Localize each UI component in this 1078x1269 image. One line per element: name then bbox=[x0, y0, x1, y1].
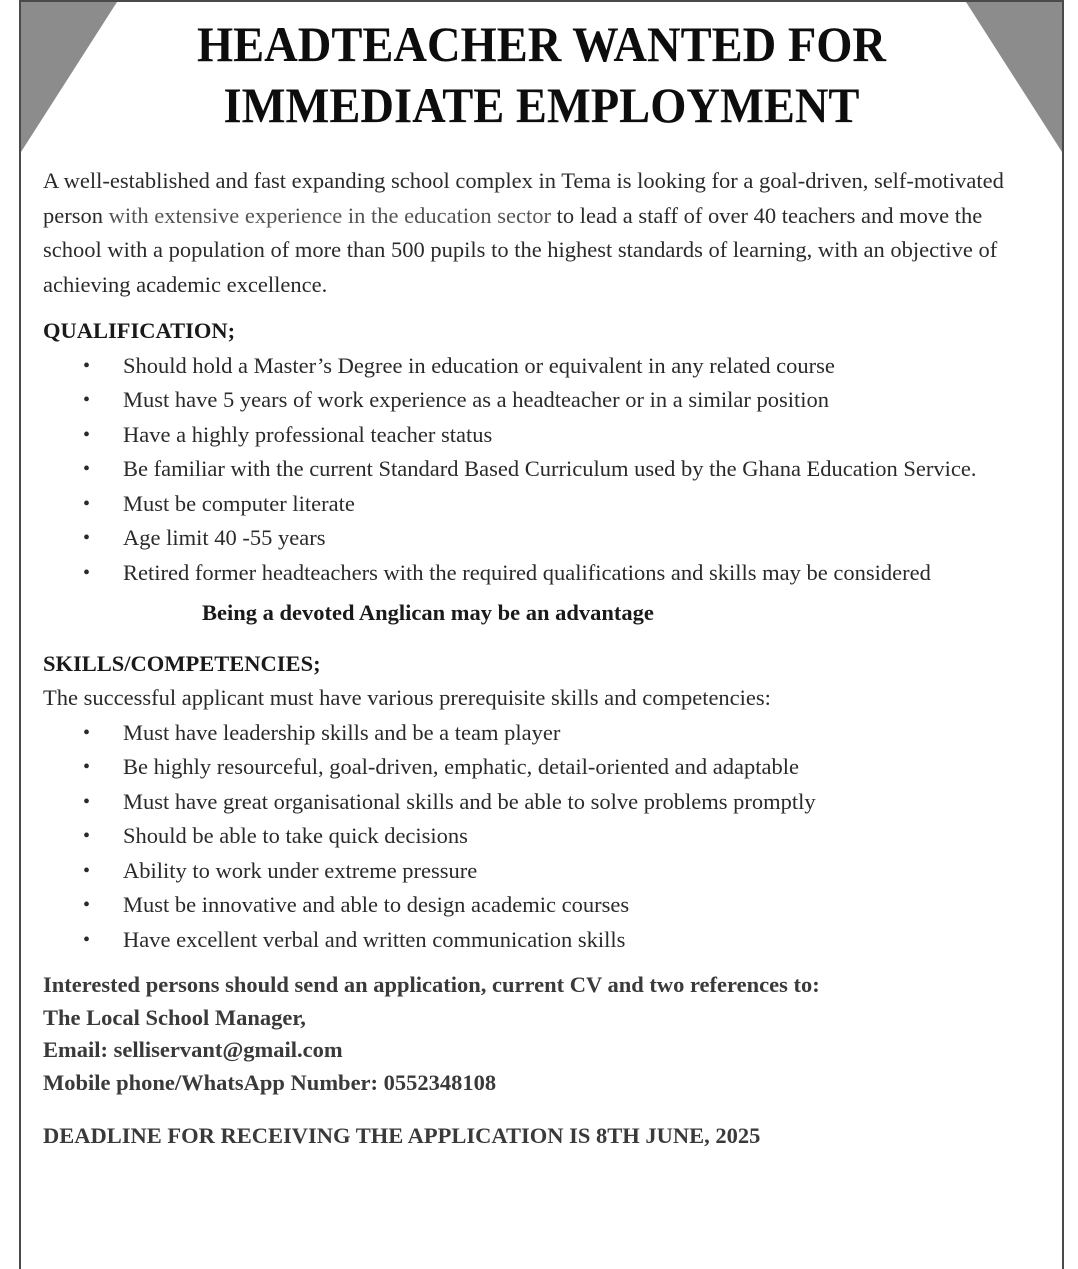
advert-frame bbox=[19, 0, 1064, 1269]
qualification-item-text: Have a highly professional teacher status bbox=[123, 421, 493, 447]
title-line-1: HEADTEACHER WANTED FOR bbox=[196, 16, 886, 72]
bullet-icon: • bbox=[83, 423, 91, 446]
skills-item-text: Be highly resourceful, goal-driven, emphatic, detail-oriented and adaptable bbox=[123, 754, 799, 779]
skills-item bbox=[43, 923, 1043, 958]
skills-item-text: Should be able to take quick decisions bbox=[123, 823, 468, 848]
skills-intro: The successful applicant must have various prerequisite skills and competencies: bbox=[43, 685, 771, 710]
skills-item-text: Must be innovative and able to design academic courses bbox=[123, 892, 630, 917]
skills-item bbox=[43, 854, 1043, 889]
skills-item bbox=[43, 785, 1043, 820]
bullet-icon: • bbox=[83, 790, 91, 813]
intro-part-1: A well-established and fast expanding school complex in Tema is looking for a goal-driven, self-motivated person bbox=[43, 168, 1004, 228]
skills-item bbox=[43, 888, 1043, 923]
skills-item-text: Must have great organisational skills and be able to solve problems promptly bbox=[123, 788, 816, 814]
bullet-icon: • bbox=[83, 492, 91, 515]
bullet-icon: • bbox=[83, 825, 91, 847]
intro-part-2: with extensive experience in the education sector bbox=[108, 202, 551, 228]
qualification-item bbox=[43, 487, 1043, 522]
skills-item-text: Must have leadership skills and be a team player bbox=[123, 719, 561, 745]
qualification-heading: QUALIFICATION; bbox=[43, 318, 236, 343]
skills-item bbox=[43, 716, 1043, 751]
intro-part-3: to lead a staff of over 40 teachers and move the school with a population of more than 500 pupils to the highest standards of learning, with an objective of achieving academic excellence. bbox=[43, 202, 998, 297]
bullet-icon: • bbox=[83, 561, 91, 584]
bullet-icon: • bbox=[83, 894, 91, 916]
qualification-item-text: Be familiar with the current Standard Based Curriculum used by the Ghana Education Service. bbox=[123, 456, 977, 481]
skills-item bbox=[43, 750, 1043, 785]
anglican-advantage-note: Being a devoted Anglican may be an advantage bbox=[202, 600, 654, 625]
qualification-item bbox=[43, 418, 1043, 453]
email-line bbox=[43, 1034, 1043, 1067]
advert-title bbox=[57, 14, 1025, 136]
advert-body bbox=[43, 164, 1043, 1154]
skills-item-text: Ability to work under extreme pressure bbox=[123, 857, 478, 883]
qualification-item bbox=[43, 556, 1043, 591]
qualification-item-text: Must have 5 years of work experience as a headteacher or in a similar position bbox=[123, 387, 829, 412]
skills-item-text: Have excellent verbal and written communication skills bbox=[123, 926, 626, 952]
phone-line bbox=[43, 1067, 1043, 1100]
bullet-icon: • bbox=[83, 458, 91, 480]
contact-block bbox=[43, 969, 1043, 1099]
skills-list bbox=[43, 716, 1043, 958]
qualification-list bbox=[43, 349, 1043, 591]
qualification-item-text: Retired former headteachers with the required qualifications and skills may be considered bbox=[123, 559, 931, 585]
bullet-icon: • bbox=[83, 527, 91, 549]
application-deadline: DEADLINE FOR RECEIVING THE APPLICATION IS 8TH JUNE, 2025 bbox=[43, 1123, 761, 1148]
qualification-item bbox=[43, 349, 1043, 384]
phone-number[interactable]: 0552348108 bbox=[383, 1069, 497, 1095]
skills-item bbox=[43, 819, 1043, 854]
email-label: Email: bbox=[43, 1037, 114, 1062]
qualification-item bbox=[43, 383, 1043, 418]
bullet-icon: • bbox=[83, 389, 91, 411]
bullet-icon: • bbox=[83, 354, 91, 377]
qualification-item-text: Age limit 40 -55 years bbox=[123, 525, 326, 550]
bullet-icon: • bbox=[83, 756, 91, 778]
phone-label: Mobile phone/WhatsApp Number: bbox=[43, 1069, 384, 1095]
application-instruction: Interested persons should send an application, current CV and two references to: bbox=[43, 972, 820, 997]
bullet-icon: • bbox=[83, 721, 91, 744]
intro-paragraph bbox=[43, 164, 1043, 302]
qualification-item-text: Must be computer literate bbox=[123, 490, 355, 516]
bullet-icon: • bbox=[83, 859, 91, 882]
bullet-icon: • bbox=[83, 928, 91, 951]
recipient: The Local School Manager, bbox=[43, 1004, 306, 1030]
skills-heading: SKILLS/COMPETENCIES; bbox=[43, 650, 321, 676]
email-address[interactable]: selliservant@gmail.com bbox=[113, 1037, 343, 1062]
qualification-item bbox=[43, 452, 1043, 487]
title-line-2: IMMEDIATE EMPLOYMENT bbox=[223, 77, 860, 133]
qualification-item bbox=[43, 521, 1043, 556]
qualification-item-text: Should hold a Master’s Degree in education or equivalent in any related course bbox=[123, 352, 835, 378]
